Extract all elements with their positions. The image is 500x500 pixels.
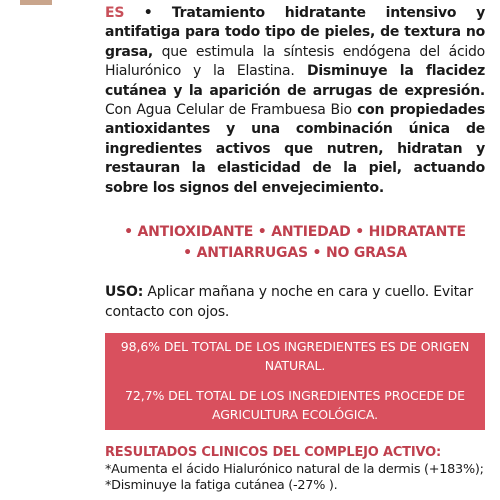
clinical-results-title: RESULTADOS CLINICOS DEL COMPLEJO ACTIVO:: [105, 445, 441, 461]
usage-label: USO:: [105, 284, 144, 301]
intro-bold-2: Disminuye la flacidez cutánea y la aparición de arrugas de expresión.: [105, 63, 485, 99]
intro-text-2: Con Agua Celular de Frambuesa Bio: [105, 102, 352, 119]
natural-origin-stat: 98,6% DEL TOTAL DE LOS INGREDIENTES ES DE ORIGEN NATURAL.: [120, 339, 470, 373]
clinical-results-text: *Aumenta el ácido Hialurónico natural de la dermis (+183%); *Disminuye la fatiga cutánea (-27% ).: [105, 462, 484, 494]
bullet: •: [143, 5, 153, 21]
usage-instructions: [105, 282, 485, 322]
organic-agriculture-stat: 72,7% DEL TOTAL DE LOS INGREDIENTES PROCEDE DE AGRICULTURA ECOLÓGICA.: [125, 388, 465, 422]
intro-paragraph: [105, 0, 485, 198]
claims-line-2: • ANTIARRUGAS • NO GRASA: [183, 245, 407, 262]
intro-bold-1: Tratamiento hidratante intensivo y antifatiga para todo tipo de pieles, de textura no grasa,: [105, 5, 486, 60]
claims-line-1: • ANTIOXIDANTE • ANTIEDAD • HIDRATANTE: [124, 224, 466, 241]
usage-text: Aplicar mañana y noche en cara y cuello. Evitar contacto con ojos.: [105, 284, 473, 321]
language-code: ES: [105, 5, 125, 21]
intro-bold-3: con propiedades antioxidantes y una combinación única de ingredientes activos que nutren, hidratan y restauran la elasticidad de la piel, actuando sobre los signos del envejecimiento.: [105, 102, 485, 196]
intro-text-1: que estimula la síntesis endógena del ácido Hialurónico y la Elastina.: [105, 43, 485, 80]
corner-logo-fragment: [20, 0, 52, 5]
ingredients-info-box: [105, 333, 485, 430]
product-description: [105, 0, 485, 494]
claims-list: [105, 222, 485, 264]
